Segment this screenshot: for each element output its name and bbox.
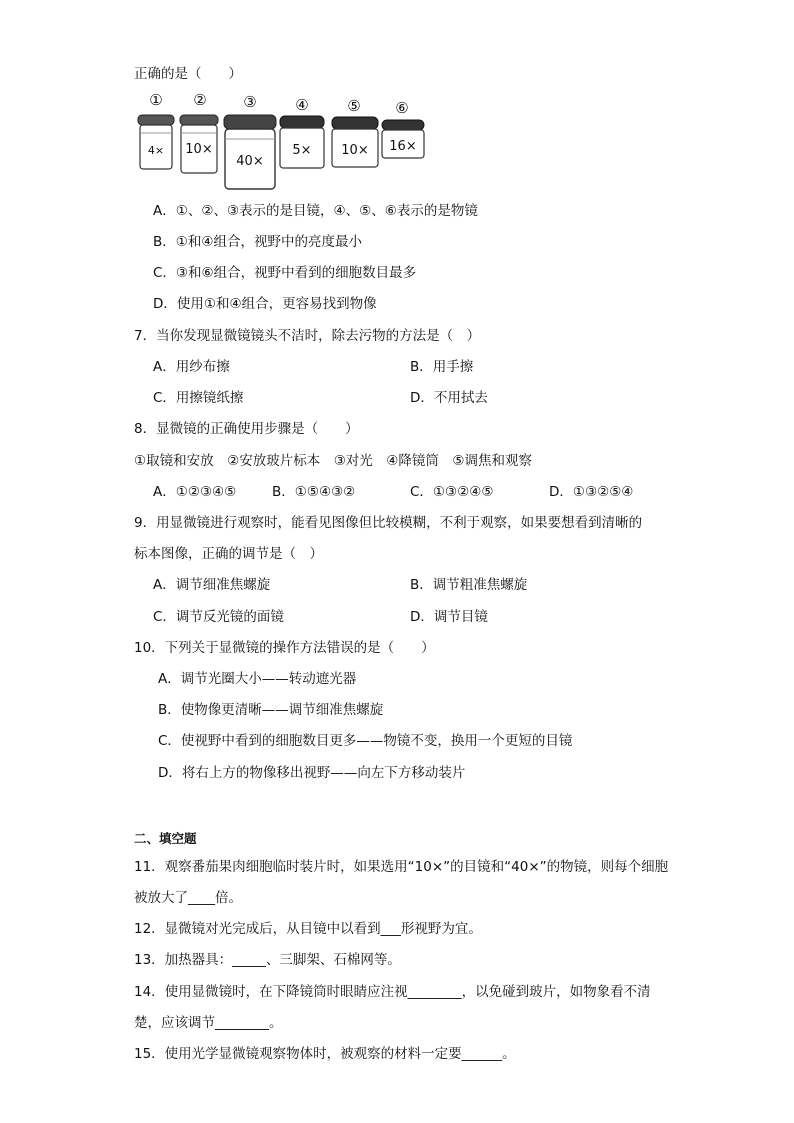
q8-steps: ①取镜和安放 ②安放玻片标本 ③对光 ④降镜筒 ⑤调焦和观察 [134, 453, 533, 469]
q8-option-d: D．①③②⑤④ [549, 484, 634, 500]
q11-line-1: 11．观察番茄果肉细胞临时装片时，如果选用“10×”的目镜和“40×”的物镜，则每个细胞 [134, 859, 669, 875]
lens-3-number: ③ [243, 93, 257, 111]
q10-option-c: C．使视野中看到的细胞数目更多——物镜不变，换用一个更短的目镜 [158, 733, 573, 749]
q12: 12．显微镜对光完成后，从目镜中以看到___形视野为宜。 [134, 921, 482, 937]
q11-line-2: 被放大了____倍。 [134, 890, 242, 906]
q13: 13．加热器具：_____、三脚架、石棉网等。 [134, 952, 401, 968]
q6-option-b: B．①和④组合，视野中的亮度最小 [153, 234, 362, 250]
lens-5-mag: 10× [341, 143, 369, 158]
lens-1-number: ① [149, 93, 163, 109]
q7-option-b: B．用手擦 [410, 359, 474, 375]
lens-3-mag: 40× [236, 154, 264, 169]
q6-option-d: D．使用①和④组合，更容易找到物像 [153, 296, 377, 312]
q9-stem-line-2: 标本图像，正确的调节是（ ） [134, 546, 323, 562]
lens-5-objective [332, 117, 378, 167]
q9-option-a: A．调节细准焦螺旋 [153, 577, 271, 593]
lens-5-number: ⑤ [347, 97, 361, 115]
lens-4-mag: 5× [292, 143, 312, 158]
lens-1-mag: 4× [147, 144, 165, 157]
q10-option-a: A．调节光圈大小——转动遮光器 [158, 671, 357, 687]
q7-option-d: D．不用拭去 [410, 390, 488, 406]
lens-figure-svg [134, 93, 434, 193]
q15: 15．使用光学显微镜观察物体时，被观察的材料一定要______。 [134, 1046, 516, 1062]
q6-option-a: A．①、②、③表示的是目镜，④、⑤、⑥表示的是物镜 [153, 203, 478, 219]
q7-option-c: C．用擦镜纸擦 [153, 390, 244, 406]
q10-stem: 10．下列关于显微镜的操作方法错误的是（ ） [134, 640, 435, 656]
q14-line-1: 14．使用显微镜时，在下降镜筒时眼睛应注视________，以免碰到玻片，如物象看不清 [134, 984, 651, 1000]
q9-option-d: D．调节目镜 [410, 609, 488, 625]
q7-stem: 7．当你发现显微镜镜头不洁时，除去污物的方法是（ ） [134, 328, 481, 344]
q10-option-b: B．使物像更清晰——调节细准焦螺旋 [158, 702, 384, 718]
lens-6-mag: 16× [389, 139, 417, 154]
lens-4-number: ④ [295, 96, 309, 114]
q7-options-row-2 [0, 388, 794, 408]
lens-2-mag: 10× [185, 142, 213, 157]
q8-option-a: A．①②③④⑤ [153, 484, 237, 500]
q6-option-c: C．③和⑥组合，视野中看到的细胞数目最多 [153, 265, 417, 281]
q7-option-a: A．用纱布擦 [153, 359, 230, 375]
q9-options-row-2 [0, 607, 794, 627]
section-fill-in-title: 二、填空题 [134, 831, 197, 846]
q6-stem: 正确的是（ ） [134, 66, 242, 82]
lens-6-number: ⑥ [395, 99, 409, 117]
lens-4-objective [280, 116, 324, 168]
q8-options-row [0, 482, 794, 502]
q10-option-d: D．将右上方的物像移出视野——向左下方移动装片 [158, 765, 466, 781]
lens-1-eyepiece [138, 115, 174, 169]
q9-option-b: B．调节粗准焦螺旋 [410, 577, 528, 593]
q14-line-2: 楚，应该调节________。 [134, 1015, 283, 1031]
q8-option-b: B．①⑤④③② [272, 484, 356, 500]
q8-option-c: C．①③②④⑤ [410, 484, 494, 500]
lens-2-number: ② [193, 93, 207, 109]
q9-option-c: C．调节反光镜的面镜 [153, 609, 284, 625]
lens-3-eyepiece [224, 115, 276, 189]
q9-stem-line-1: 9．用显微镜进行观察时，能看见图像但比较模糊，不利于观察，如果要想看到清晰的 [134, 515, 643, 531]
lens-figure [134, 93, 434, 193]
q9-options-row-1 [0, 575, 794, 595]
q7-options-row-1 [0, 357, 794, 377]
q8-stem: 8．显微镜的正确使用步骤是（ ） [134, 421, 359, 437]
